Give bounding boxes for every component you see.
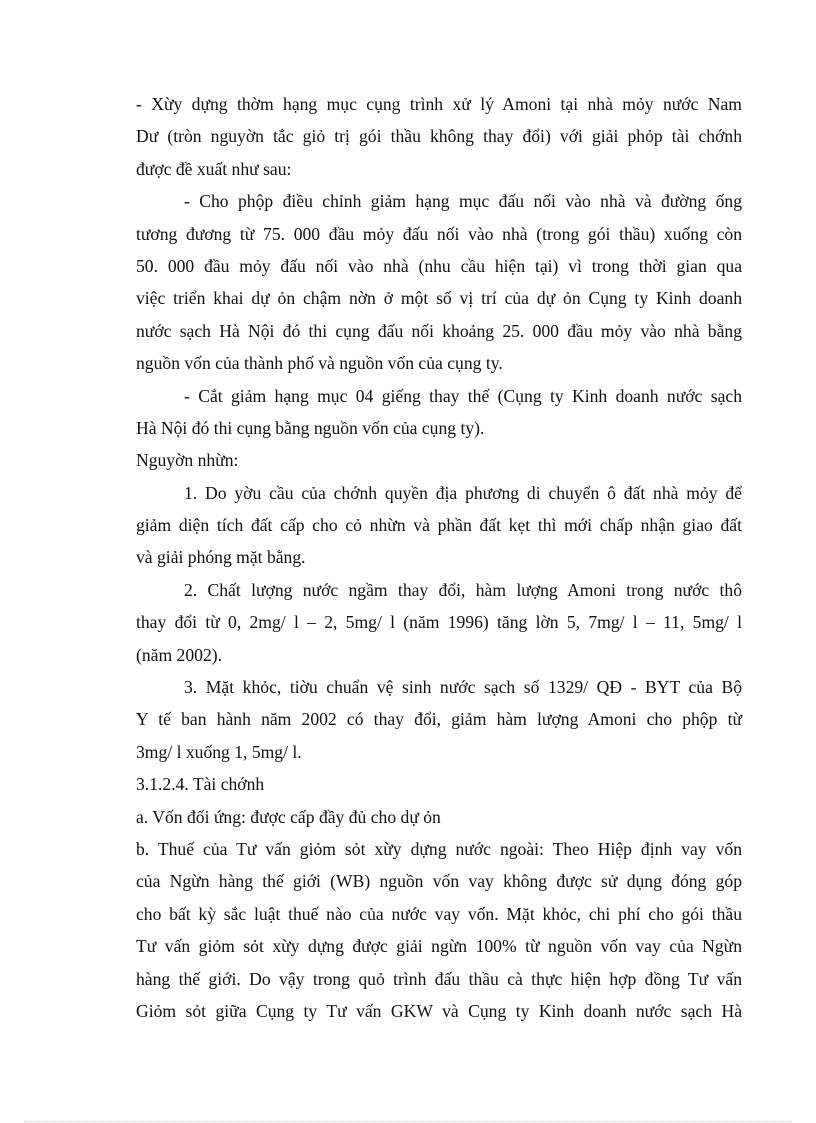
text-line: được đề xuất như sau:: [136, 158, 292, 179]
text-line: hàng thế giới. Do vậy trong quỏ trình đấu thầu cà thực hiện hợp đồng Tư vấn: [136, 968, 742, 989]
text-line: Nguyờn nhừn:: [136, 450, 239, 471]
text-line: việc triển khai dự ỏn chậm nờn ở một số vị trí của dự ỏn Cụng ty Kinh doanh: [136, 288, 742, 309]
text-line: 50. 000 đầu mỏy đấu nối vào nhà (nhu cầu hiện tại) vì trong thời gian qua: [136, 255, 742, 276]
text-line: nước sạch Hà Nội đó thi cụng đấu nối khoảng 25. 000 đầu mỏy vào nhà bằng: [136, 320, 742, 341]
text-line: (năm 2002).: [136, 644, 222, 665]
page-bottom-divider: [24, 1121, 792, 1122]
text-line: 3. Mặt khỏc, tiờu chuẩn vệ sinh nước sạch số 1329/ QĐ - BYT của Bộ: [184, 677, 742, 698]
text-line: - Cho phộp điều chỉnh giảm hạng mục đấu nối vào nhà và đường ống: [184, 191, 742, 212]
text-line: cho bất kỳ sắc luật thuế nào của nước vay vốn. Mặt khỏc, chi phí cho gói thầu: [136, 903, 742, 924]
text-line: a. Vốn đối ứng: được cấp đầy đủ cho dự ỏn: [136, 806, 441, 827]
text-line: Tư vấn giỏm sỏt xừy dựng được giải ngừn 100% từ nguồn vốn vay của Ngừn: [136, 936, 742, 957]
text-line: 3.1.2.4. Tài chớnh: [136, 774, 265, 795]
text-line: 3mg/ l xuống 1, 5mg/ l.: [136, 741, 302, 762]
text-line: giảm diện tích đất cấp cho cỏ nhừn và phần đất kẹt thì mới chấp nhận giao đất: [136, 515, 742, 536]
text-line: và giải phóng mặt bằng.: [136, 547, 306, 568]
text-line: - Cắt giảm hạng mục 04 giếng thay thế (Cụng ty Kinh doanh nước sạch: [184, 385, 742, 406]
text-line: tương đương từ 75. 000 đầu mỏy đấu nối vào nhà (trong gói thầu) xuống còn: [136, 223, 742, 244]
text-line: thay đổi từ 0, 2mg/ l – 2, 5mg/ l (năm 1996) tăng lờn 5, 7mg/ l – 11, 5mg/ l: [136, 612, 742, 633]
text-line: Giỏm sỏt giữa Cụng ty Tư vấn GKW và Cụng ty Kinh doanh nước sạch Hà: [136, 1000, 742, 1021]
text-line: Hà Nội đó thi cụng bằng nguồn vốn của cụng ty).: [136, 417, 485, 438]
text-line: Y tế ban hành năm 2002 có thay đổi, giảm hàm lượng Amoni cho phộp từ: [136, 709, 742, 730]
text-line: - Xừy dựng thờm hạng mục cụng trình xử lý Amoni tại nhà mỏy nước Nam: [136, 94, 742, 114]
text-line: b. Thuế của Tư vấn giỏm sỏt xừy dựng nước ngoài: Theo Hiệp định vay vốn: [136, 838, 742, 859]
text-line: 2. Chất lượng nước ngầm thay đổi, hàm lượng Amoni trong nước thô: [184, 579, 742, 600]
text-line: Dư (tròn nguyờn tắc giỏ trị gói thầu không thay đổi) với giải phỏp tài chớnh: [136, 126, 742, 147]
body-text: [136, 88, 742, 1027]
text-line: nguồn vốn của thành phố và nguồn vốn của cụng ty.: [136, 353, 503, 374]
text-line: 1. Do yờu cầu của chớnh quyền địa phương di chuyển ô đất nhà mỏy để: [184, 482, 742, 503]
text-line: của Ngừn hàng thế giới (WB) nguồn vốn vay không được sử dụng đóng góp: [136, 871, 742, 892]
